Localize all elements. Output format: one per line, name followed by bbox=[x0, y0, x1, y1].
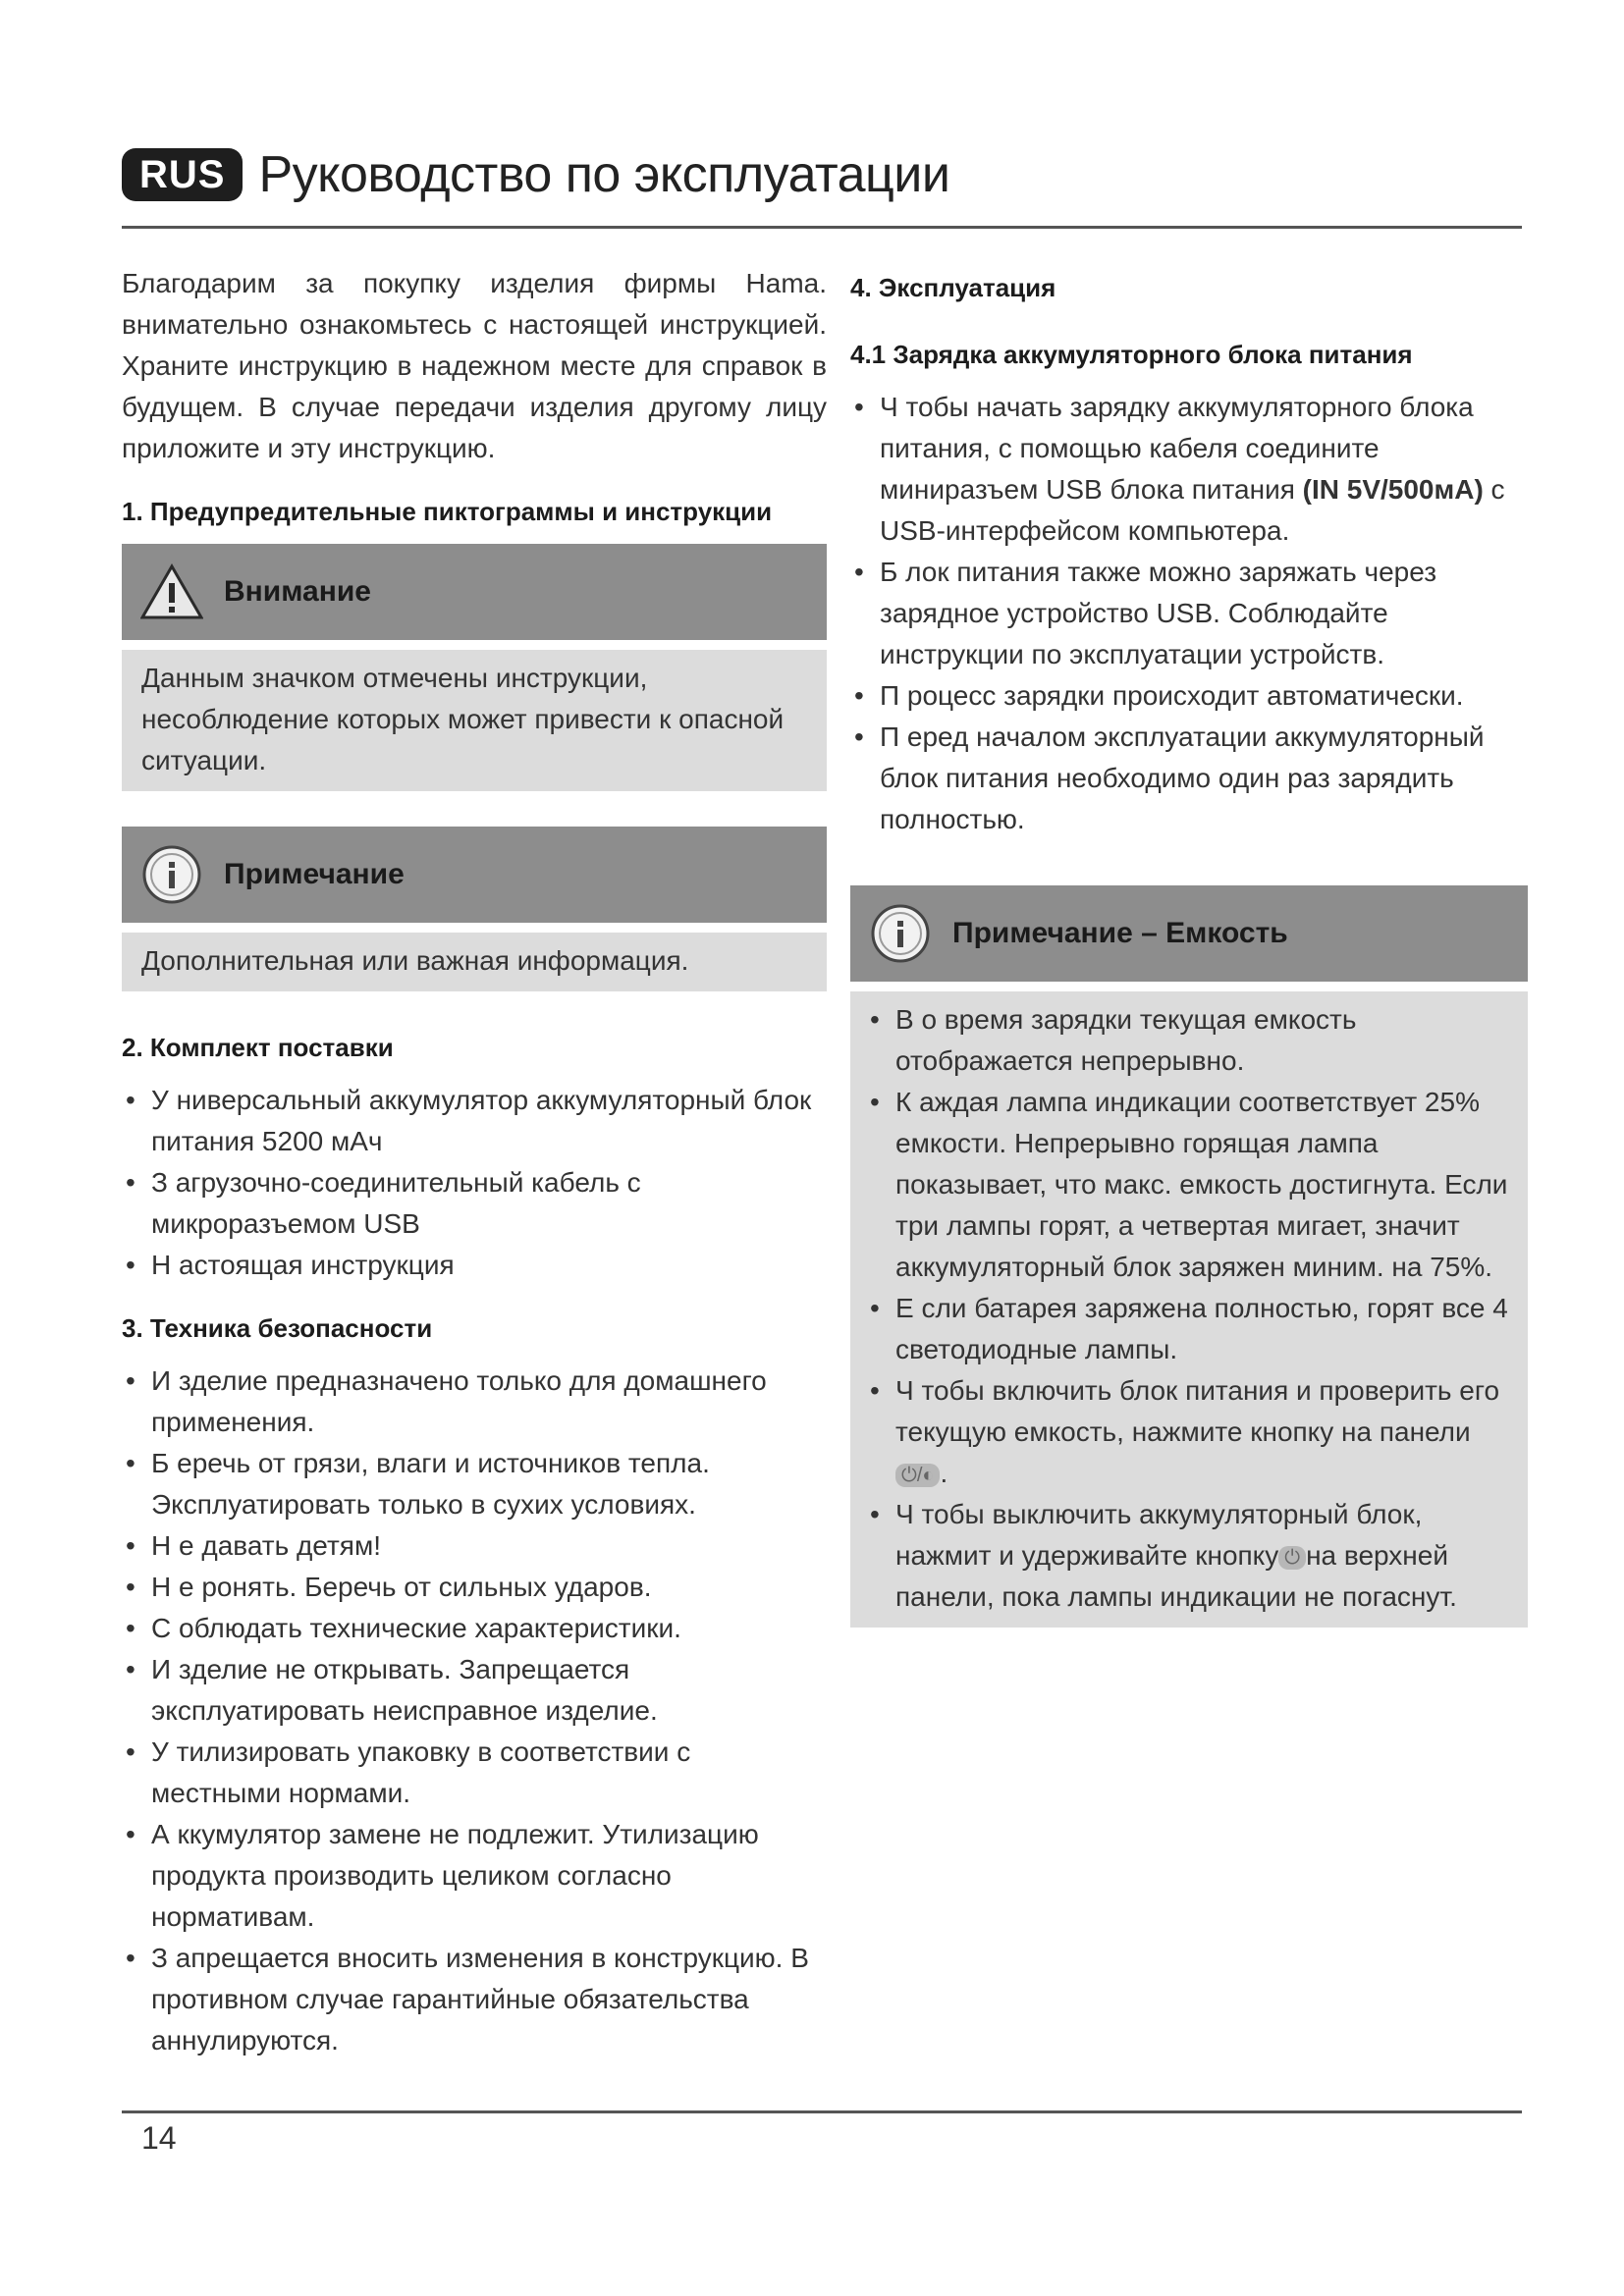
list-item: • З апрещается вносить изменения в конструкцию. В противном случае гарантийные обязательства аннулируются. bbox=[122, 1938, 827, 2061]
input-spec: (IN 5V/500мА) bbox=[1302, 474, 1484, 505]
list-item: • З агрузочно-соединительный кабель с микроразъемом USB bbox=[122, 1162, 827, 1245]
info-icon bbox=[868, 901, 933, 966]
section4-heading: 4. Эксплуатация bbox=[850, 273, 1056, 302]
power-off-end: на верхней панели, пока лампы индикации не погаснут. bbox=[895, 1540, 1457, 1612]
list-item: • У тилизировать упаковку в соответствии с местными нормами. bbox=[122, 1732, 827, 1814]
warning-box bbox=[122, 544, 827, 791]
note-box bbox=[122, 827, 827, 991]
list-item: • А ккумулятор замене не подлежит. Утилизацию продукта производить целиком согласно нормативам. bbox=[122, 1814, 827, 1938]
note-title: Примечание bbox=[224, 858, 405, 890]
page-header bbox=[122, 145, 949, 204]
list-item: • П роцесс зарядки происходит автоматически. bbox=[850, 675, 1528, 717]
list-item: • Е сли батарея заряжена полностью, горят все 4 светодиодные лампы. bbox=[866, 1288, 1508, 1370]
charging-list bbox=[850, 387, 1528, 840]
list-item: • И зделие предназначено только для домашнего применения. bbox=[122, 1361, 827, 1443]
delivery-list bbox=[122, 1080, 827, 1286]
capacity-list bbox=[866, 999, 1508, 1618]
list-item: • В о время зарядки текущая емкость отображается непрерывно. bbox=[866, 999, 1508, 1082]
footer-divider bbox=[122, 2110, 1522, 2113]
list-item bbox=[850, 387, 1528, 552]
list-item bbox=[866, 1494, 1508, 1618]
list-item: • П еред началом эксплуатации аккумуляторный блок питания необходимо один раз зарядить полностью. bbox=[850, 717, 1528, 840]
list-item: • Н астоящая инструкция bbox=[122, 1245, 827, 1286]
info-icon bbox=[139, 842, 204, 907]
list-item: • К аждая лампа индикации соответствует 25% емкости. Непрерывно горящая лампа показывает, что макс. емкость достигнута. Если три лампы горят, а четвертая мигает, значит аккумуляторный блок заряжен миним. на 75%. bbox=[866, 1082, 1508, 1288]
capacity-note-header bbox=[850, 885, 1528, 982]
list-item: • Н е давать детям! bbox=[122, 1525, 827, 1567]
page-number: 14 bbox=[141, 2120, 177, 2156]
note-box-header bbox=[122, 827, 827, 923]
capacity-note-box bbox=[850, 885, 1528, 1628]
warning-text: Данным значком отмечены инструкции, несоблюдение которых может привести к опасной ситуации. bbox=[122, 650, 827, 791]
language-badge: RUS bbox=[122, 148, 243, 201]
power-on-end: . bbox=[940, 1458, 948, 1488]
capacity-note-title: Примечание – Емкость bbox=[952, 917, 1288, 949]
power-button-icon: ⏻ bbox=[1278, 1546, 1306, 1570]
section3-heading: 3. Техника безопасности bbox=[122, 1313, 433, 1343]
charging-step-end: с USB-интерфейсом компьютера. bbox=[880, 474, 1505, 546]
power-button-icon: ⏻/◐ bbox=[895, 1464, 940, 1487]
list-item: • С облюдать технические характеристики. bbox=[122, 1608, 827, 1649]
power-on-text: Ч тобы включить блок питания и проверить его текущую емкость, нажмите кнопку на панели bbox=[895, 1375, 1500, 1447]
list-item: • Н е ронять. Беречь от сильных ударов. bbox=[122, 1567, 827, 1608]
header-divider bbox=[122, 226, 1522, 229]
capacity-note-body bbox=[850, 991, 1528, 1628]
safety-list bbox=[122, 1361, 827, 2061]
power-off-text: Ч тобы выключить аккумуляторный блок, нажмит и удерживайте кнопку bbox=[895, 1499, 1423, 1571]
list-item bbox=[866, 1370, 1508, 1494]
list-item: • У ниверсальный аккумулятор аккумуляторный блок питания 5200 мАч bbox=[122, 1080, 827, 1162]
section2-heading: 2. Комплект поставки bbox=[122, 1033, 394, 1062]
charging-step-text: Ч тобы начать зарядку аккумуляторного блока питания, с помощью кабеля соедините миниразъем USB блока питания bbox=[880, 392, 1474, 505]
section1-heading: 1. Предупредительные пиктограммы и инструкции bbox=[122, 497, 773, 526]
list-item: • И зделие не открывать. Запрещается эксплуатировать неисправное изделие. bbox=[122, 1649, 827, 1732]
list-item: • Б лок питания также можно заряжать через зарядное устройство USB. Соблюдайте инструкции по эксплуатации устройств. bbox=[850, 552, 1528, 675]
note-text: Дополнительная или важная информация. bbox=[122, 933, 827, 991]
warning-box-header bbox=[122, 544, 827, 640]
right-column bbox=[850, 263, 1528, 1663]
left-column bbox=[122, 263, 827, 2061]
page-title: Руководство по эксплуатации bbox=[258, 146, 950, 203]
list-item: • Б еречь от грязи, влаги и источников тепла. Эксплуатировать только в сухих условиях. bbox=[122, 1443, 827, 1525]
section4-1-heading: 4.1 Зарядка аккумуляторного блока питания bbox=[850, 340, 1413, 369]
warning-triangle-icon bbox=[139, 560, 204, 624]
warning-title: Внимание bbox=[224, 575, 371, 608]
intro-paragraph: Благодарим за покупку изделия фирмы Hama. внимательно ознакомьтесь с настоящей инструкцией. Храните инструкцию в надежном месте для справок в будущем. В случае передачи изделия другому лицу приложите и эту инструкцию. bbox=[122, 268, 827, 463]
